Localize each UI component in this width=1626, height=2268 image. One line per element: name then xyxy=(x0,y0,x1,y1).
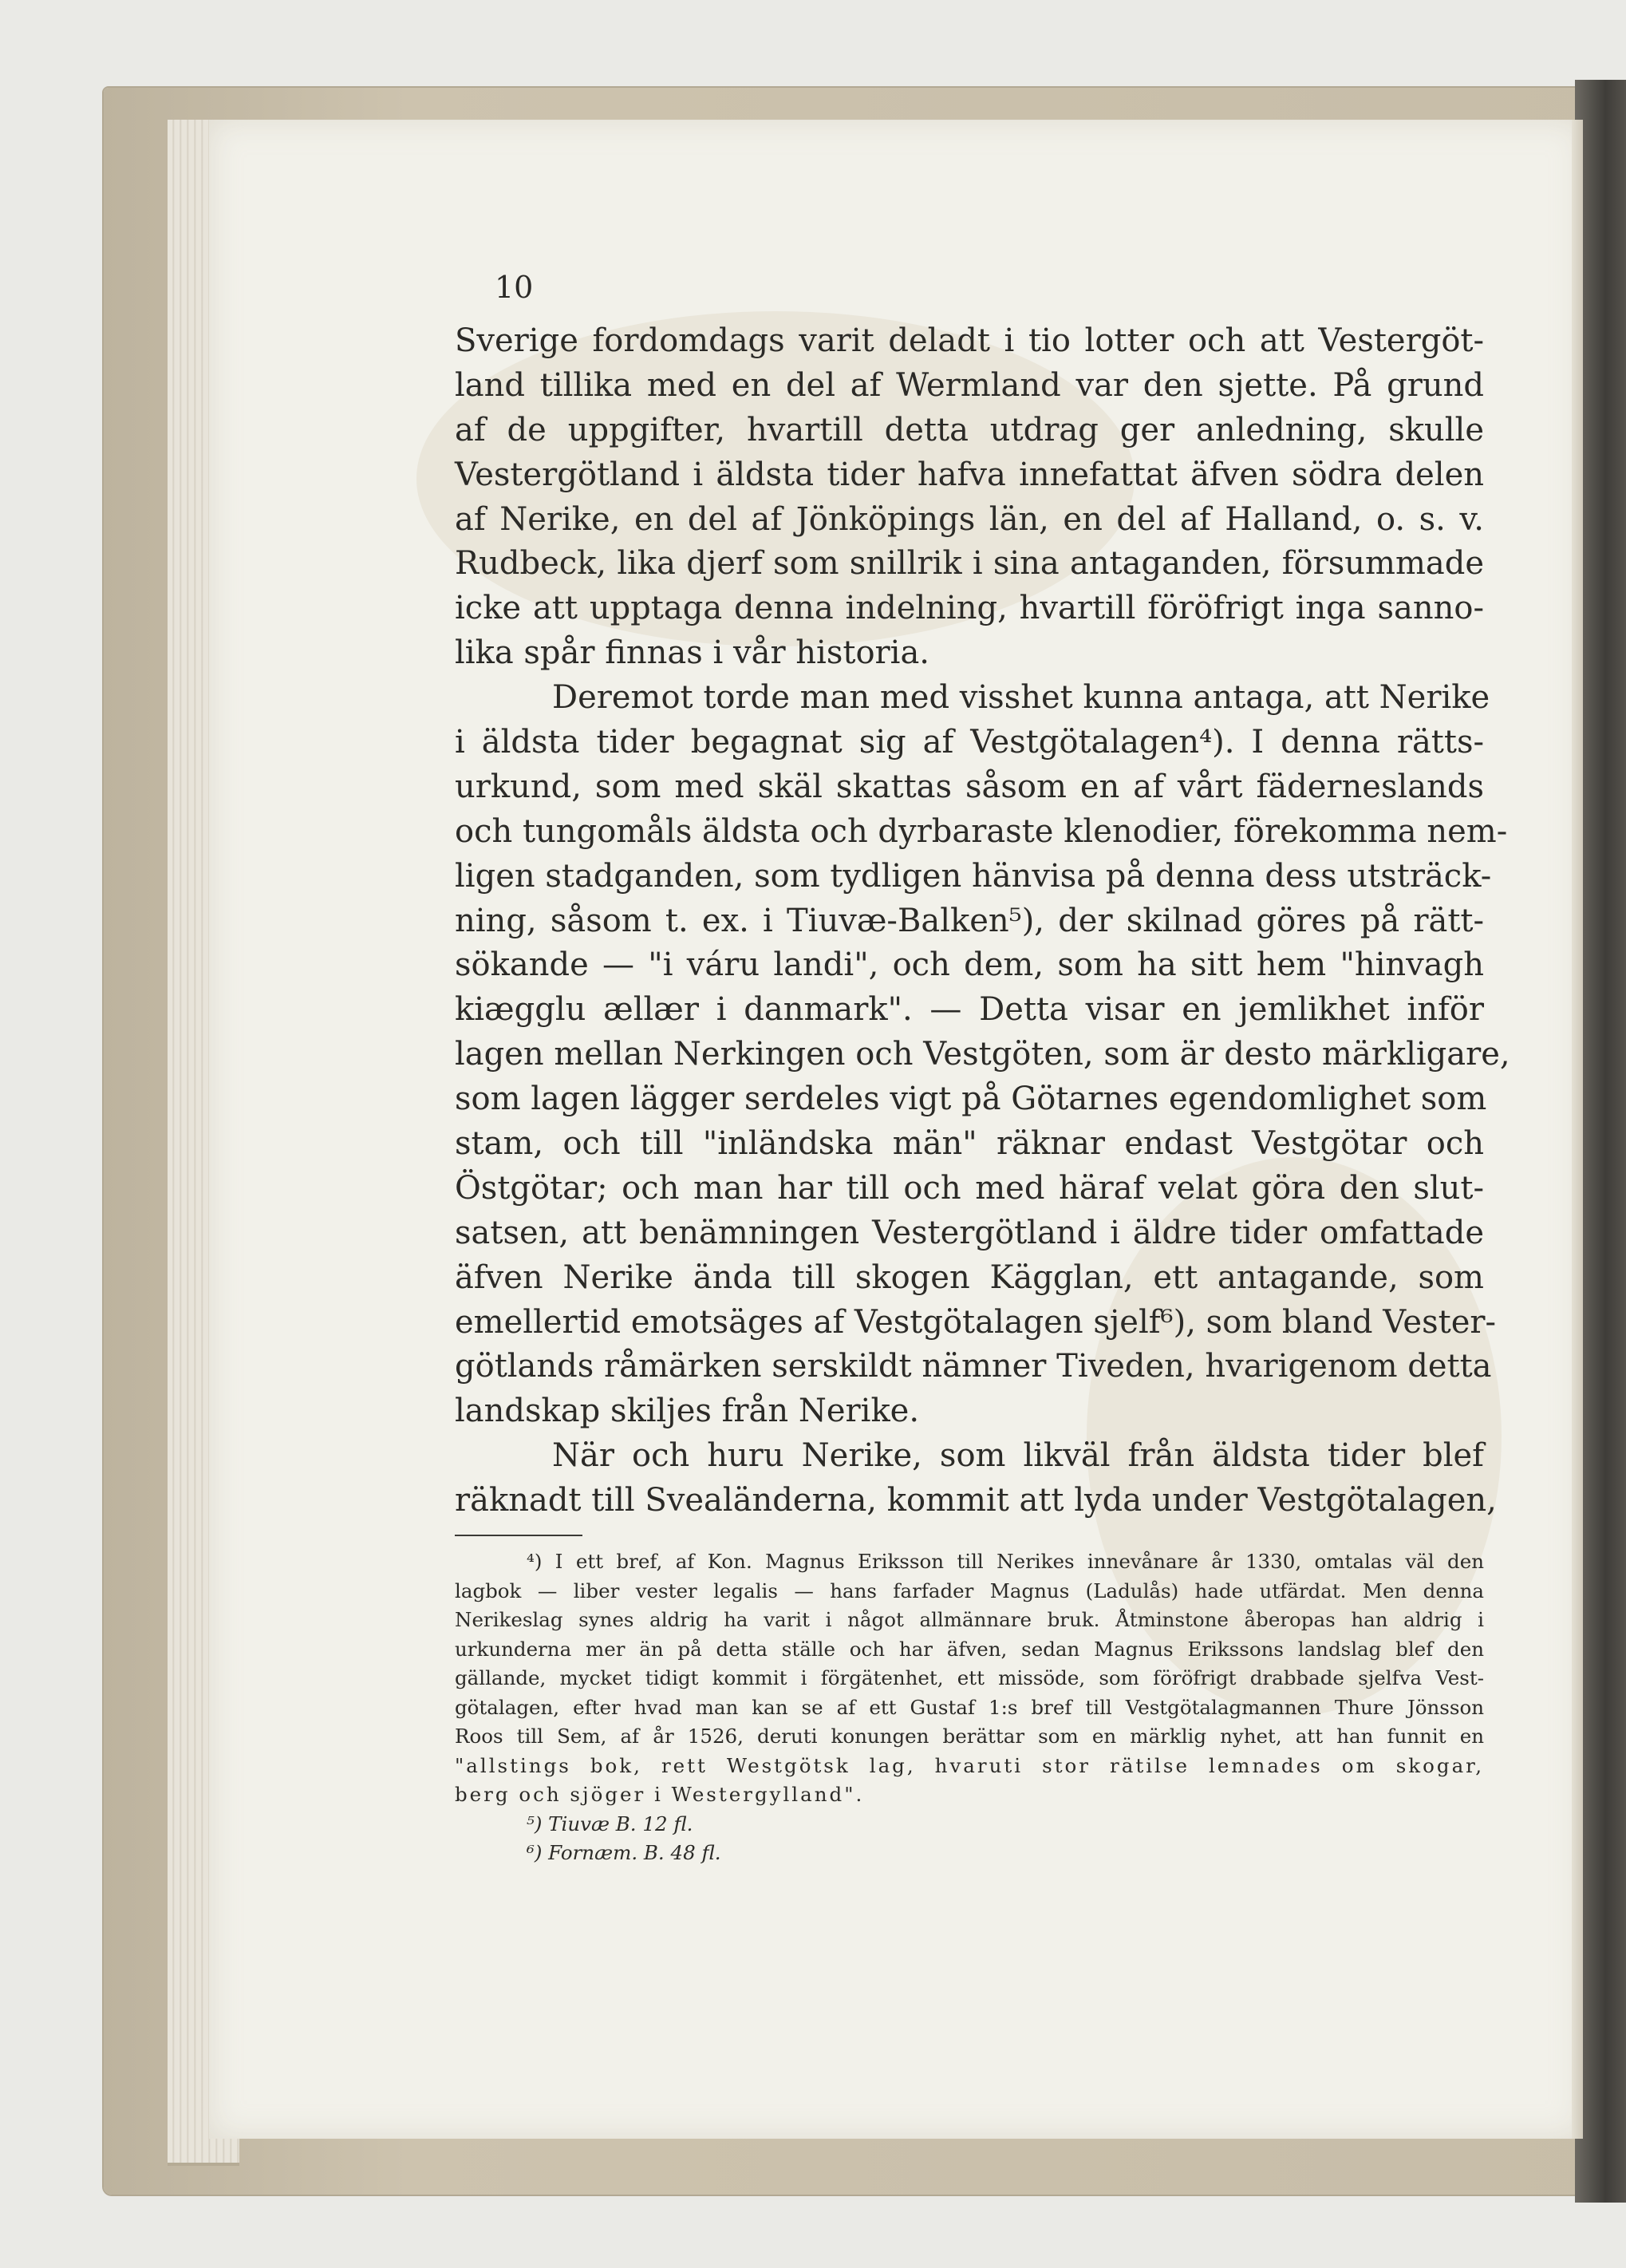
footnote-line: ⁴) I ett bref, af Kon. Magnus Eriksson till Nerikes innevånare år 1330, omtalas väl den xyxy=(527,1550,1484,1574)
body-line: lagen mellan Nerkingen och Vestgöten, som är desto märkligare, xyxy=(455,1036,1510,1073)
body-line: kiægglu ællær i danmark". — Detta visar en jemlikhet inför xyxy=(455,991,1484,1029)
page-gutter xyxy=(1572,120,1583,2139)
footnote-rule xyxy=(455,1535,582,1536)
body-line: af de uppgifter, hvartill detta utdrag ger anledning, skulle xyxy=(455,411,1484,448)
body-line: När och huru Nerike, som likväl från äldsta tider blef xyxy=(552,1437,1484,1475)
body-line: Rudbeck, lika djerf som snillrik i sina antaganden, försummade xyxy=(455,545,1484,583)
body-line: Östgötar; och man har till och med häraf velat göra den slut- xyxy=(455,1169,1484,1207)
footnote-line: gällande, mycket tidigt kommit i förgätenhet, ett missöde, som föröfrigt drabbade sjelfva Vest- xyxy=(455,1666,1484,1690)
body-line: och tungomåls äldsta och dyrbaraste klenodier, förekomma nem- xyxy=(455,812,1508,850)
footnote-reference: ⁵) Tiuvæ B. 12 fl. xyxy=(527,1812,693,1835)
footnote-reference: ⁶) Fornæm. B. 48 fl. xyxy=(527,1841,721,1865)
body-line: icke att upptaga denna indelning, hvartill föröfrigt inga sanno- xyxy=(455,590,1484,627)
footnote-line: Roos till Sem, af år 1526, deruti konungen berättar som en märklig nyhet, att han funnit en xyxy=(455,1725,1484,1748)
body-line: land tillika med en del af Wermland var den sjette. På grund xyxy=(455,366,1484,404)
body-line: götlands råmärken serskildt nämner Tiveden, hvarigenom detta xyxy=(455,1348,1492,1385)
body-line: Vestergötland i äldsta tider hafva innefattat äfven södra delen xyxy=(455,456,1484,493)
footnote-line: urkunderna mer än på detta ställe och har äfven, sedan Magnus Erikssons landslag blef den xyxy=(455,1637,1484,1661)
page-number: 10 xyxy=(495,270,534,305)
footnote-line: "allstings bok, rett Westgötsk lag, hvaruti stor rätilse lemnades om skogar, xyxy=(455,1753,1484,1777)
body-line: landskap skiljes från Nerike. xyxy=(455,1393,920,1430)
body-line: emellertid emotsäges af Vestgötalagen sjelf⁶), som bland Vester- xyxy=(455,1303,1496,1341)
body-line: Deremot torde man med visshet kunna antaga, att Nerike xyxy=(552,679,1490,717)
body-line: lika spår finnas i vår historia. xyxy=(455,634,929,672)
body-text xyxy=(455,319,1510,1523)
body-line: af Nerike, en del af Jönköpings län, en del af Halland, o. s. v. xyxy=(455,500,1484,538)
body-line: ning, såsom t. ex. i Tiuvæ-Balken⁵), der skilnad göres på rätt- xyxy=(455,902,1484,939)
body-line: äfven Nerike ända till skogen Kägglan, ett antagande, som xyxy=(455,1258,1484,1296)
body-line: stam, och till "inländska män" räknar endast Vestgötar och xyxy=(455,1125,1484,1163)
body-line: räknadt till Svealänderna, kommit att lyda under Vestgötalagen, xyxy=(455,1482,1497,1519)
body-line: satsen, att benämningen Vestergötland i äldre tider omfattade xyxy=(455,1214,1484,1251)
footnote-line: Nerikeslag synes aldrig ha varit i något allmännare bruk. Åtminstone åberopas han aldrig i xyxy=(455,1608,1484,1632)
body-line: som lagen lägger serdeles vigt på Götarnes egendomlighet som xyxy=(455,1081,1487,1118)
short-footnotes xyxy=(455,1810,1484,1868)
page-text xyxy=(455,319,1510,1868)
body-line: sökande — "i váru landi", och dem, som ha sitt hem "hinvagh xyxy=(455,946,1484,984)
body-line: i äldsta tider begagnat sig af Vestgötalagen⁴). I denna rätts- xyxy=(455,724,1484,761)
body-line: ligen stadganden, som tydligen hänvisa på denna dess utsträck- xyxy=(455,857,1492,895)
footnotes xyxy=(455,1547,1484,1810)
body-line: Sverige fordomdags varit deladt i tio lotter och att Vestergöt- xyxy=(455,322,1484,359)
body-line: urkund, som med skäl skattas såsom en af vårt fäderneslands xyxy=(455,768,1484,805)
footnote-line: lagbok — liber vester legalis — hans farfader Magnus (Ladulås) hade utfärdat. Men denna xyxy=(455,1579,1484,1602)
footnote-line: berg och sjöger i Westergylland". xyxy=(455,1783,865,1807)
footnote-line: götalagen, efter hvad man kan se af ett Gustaf 1:s bref till Vestgötalagmannen Thure Jönsson xyxy=(455,1695,1484,1719)
